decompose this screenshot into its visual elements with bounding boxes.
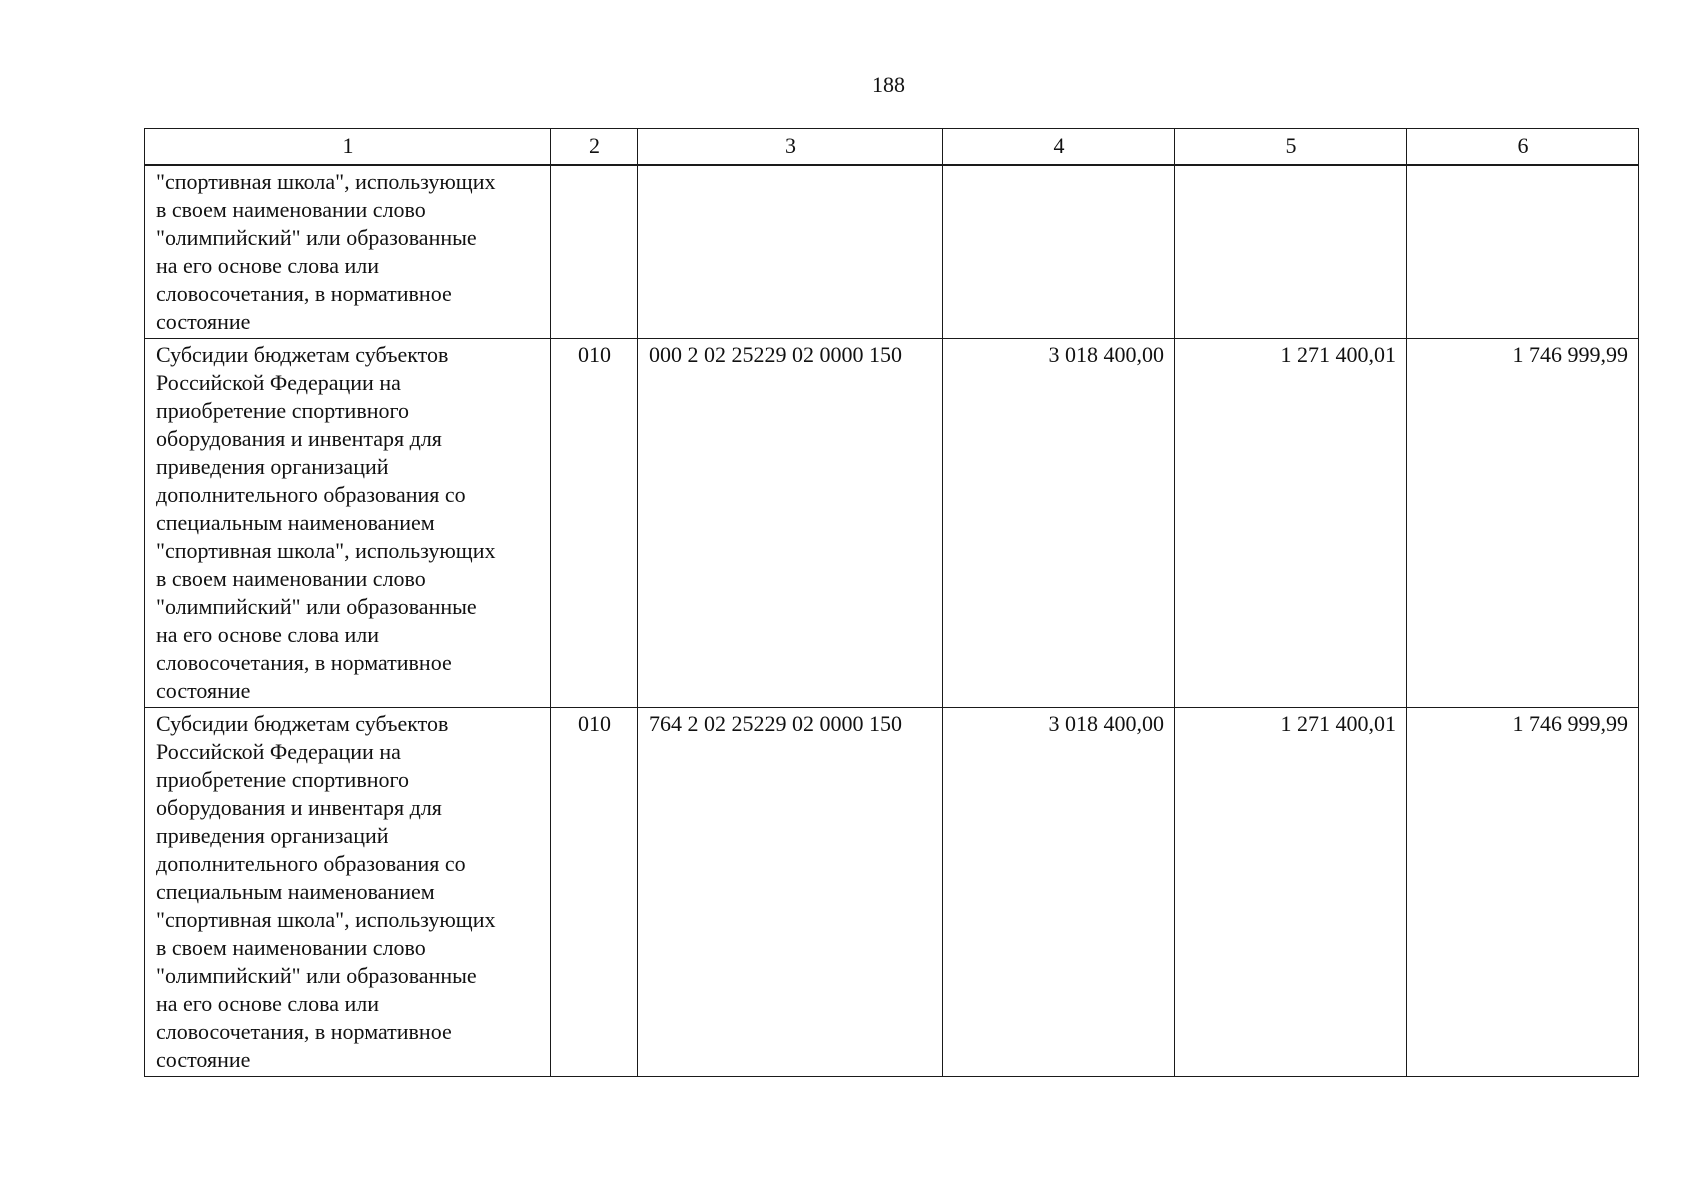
row-name-line: дополнительного образования со (156, 482, 466, 507)
row-name-line: приобретение спортивного (156, 767, 409, 792)
row-name-line: "спортивная школа", использующих (156, 538, 496, 563)
row-name-line: Субсидии бюджетам субъектов (156, 342, 449, 367)
column-header: 5 (1175, 129, 1407, 166)
column-header: 4 (943, 129, 1175, 166)
column-header: 6 (1407, 129, 1639, 166)
kbk-cell (638, 165, 943, 339)
row-name-line: на его основе слова или (156, 622, 380, 647)
row-name-line: в своем наименовании слово (156, 566, 426, 591)
row-name-line: на его основе слова или (156, 991, 380, 1016)
row-name-line: в своем наименовании слово (156, 197, 426, 222)
table-row (145, 708, 1639, 1077)
column-header: 2 (551, 129, 638, 166)
row-name-line: специальным наименованием (156, 510, 435, 535)
column-header: 1 (145, 129, 551, 166)
kbk-cell: 764 2 02 25229 02 0000 150 (638, 708, 943, 1077)
row-name-line: специальным наименованием (156, 879, 435, 904)
page-number: 188 (872, 72, 905, 97)
admin-code-cell: 010 (551, 339, 638, 708)
approved-cell: 3 018 400,00 (943, 708, 1175, 1077)
approved-cell: 3 018 400,00 (943, 339, 1175, 708)
admin-code-cell: 010 (551, 708, 638, 1077)
row-name-cell (145, 339, 551, 708)
row-name-line: состояние (156, 678, 251, 703)
row-name-cell (145, 165, 551, 339)
column-header: 3 (638, 129, 943, 166)
row-name-line: состояние (156, 1047, 251, 1072)
executed-cell (1175, 165, 1407, 339)
row-name-line: Российской Федерации на (156, 739, 401, 764)
row-name-line: состояние (156, 309, 251, 334)
remaining-cell (1407, 165, 1639, 339)
row-name-line: приобретение спортивного (156, 398, 409, 423)
row-name-line: словосочетания, в нормативное (156, 1019, 452, 1044)
budget-table (144, 128, 1639, 1077)
kbk-cell: 000 2 02 25229 02 0000 150 (638, 339, 943, 708)
row-name-line: "спортивная школа", использующих (156, 907, 496, 932)
row-name-line: оборудования и инвентаря для (156, 795, 442, 820)
executed-cell: 1 271 400,01 (1175, 339, 1407, 708)
row-name-line: Субсидии бюджетам субъектов (156, 711, 449, 736)
table-row (145, 165, 1639, 339)
remaining-cell: 1 746 999,99 (1407, 339, 1639, 708)
row-name-line: "олимпийский" или образованные (156, 963, 477, 988)
table-header-row (145, 129, 1639, 166)
row-name-line: на его основе слова или (156, 253, 380, 278)
admin-code-cell (551, 165, 638, 339)
row-name-line: "олимпийский" или образованные (156, 225, 477, 250)
row-name-line: в своем наименовании слово (156, 935, 426, 960)
approved-cell (943, 165, 1175, 339)
row-name-cell (145, 708, 551, 1077)
executed-cell: 1 271 400,01 (1175, 708, 1407, 1077)
row-name-line: "олимпийский" или образованные (156, 594, 477, 619)
row-name-line: Российской Федерации на (156, 370, 401, 395)
row-name-line: "спортивная школа", использующих (156, 169, 496, 194)
table-row (145, 339, 1639, 708)
row-name-line: дополнительного образования со (156, 851, 466, 876)
row-name-line: словосочетания, в нормативное (156, 650, 452, 675)
row-name-line: оборудования и инвентаря для (156, 426, 442, 451)
remaining-cell: 1 746 999,99 (1407, 708, 1639, 1077)
row-name-line: словосочетания, в нормативное (156, 281, 452, 306)
row-name-line: приведения организаций (156, 823, 389, 848)
row-name-line: приведения организаций (156, 454, 389, 479)
